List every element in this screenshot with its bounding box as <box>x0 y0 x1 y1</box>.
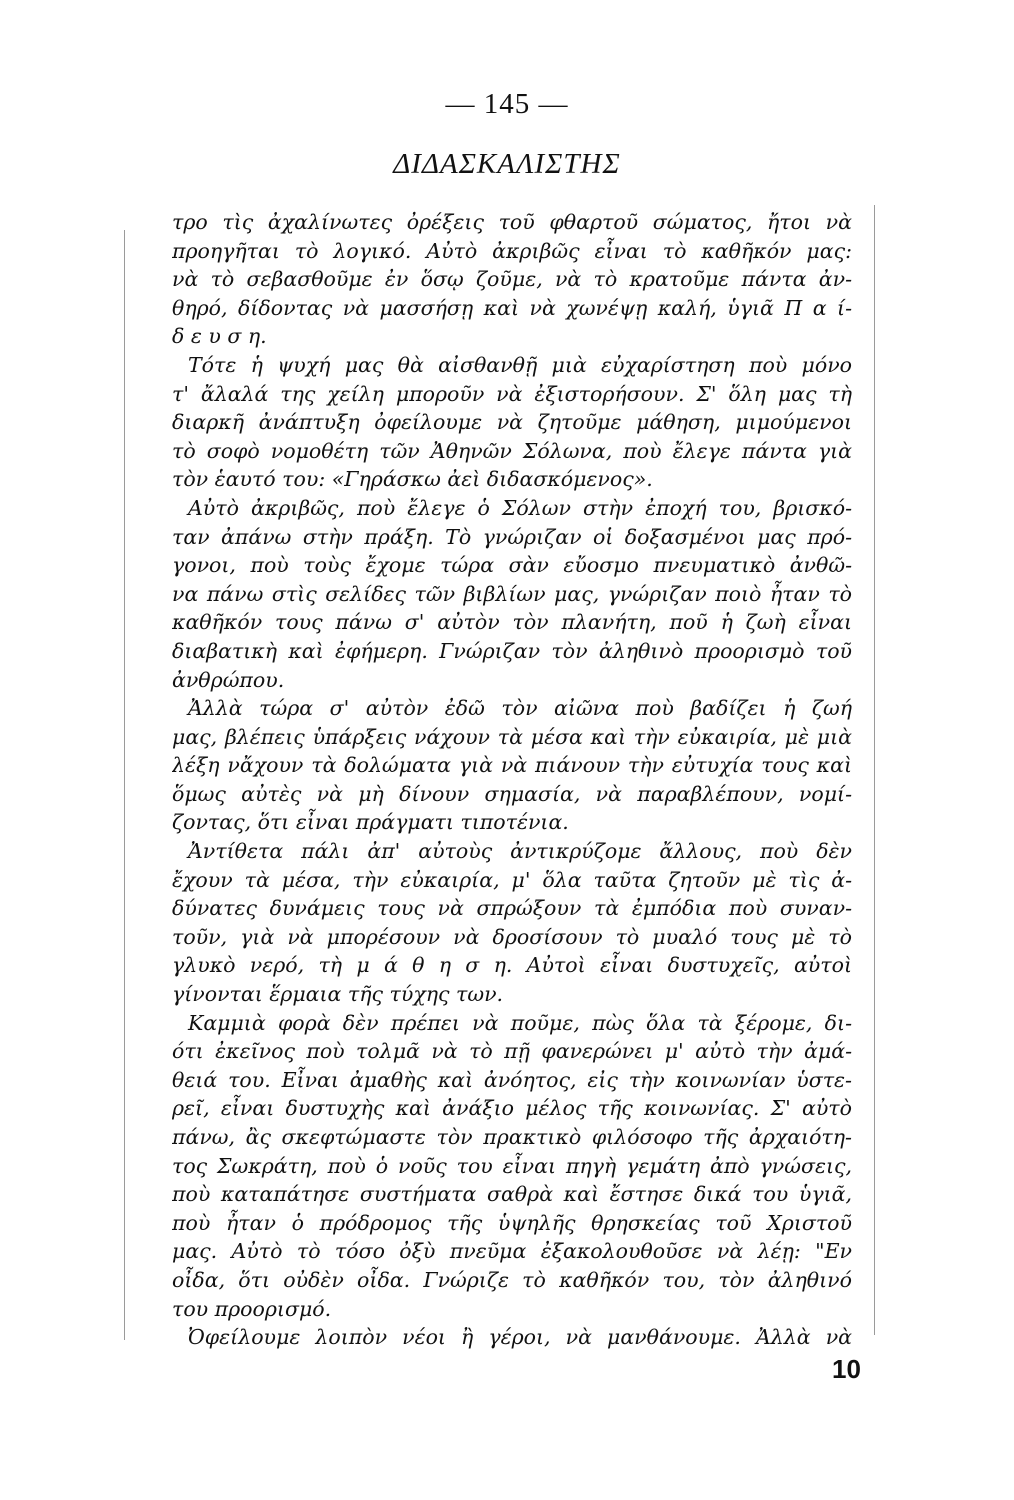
text-line: καθῆκόν τους πάνω σ' αὐτὸν τὸν πλανήτη, ποῦ ἡ ζωὴ εἶναι <box>172 610 852 635</box>
text-line: πάνω, ἂς σκεφτώμαστε τὸν πρακτικὸ φιλόσοφο τῆς ἀρχαιότη- <box>172 1125 852 1149</box>
text-line: Αὐτὸ ἀκριβῶς, ποὺ ἔλεγε ὁ Σόλων στὴν ἐποχή του, βρισκό- <box>188 495 852 520</box>
text-line: γονοι, ποὺ τοὺς ἔχομε τώρα σὰν εὔοσμο πνευματικὸ ἀνθῶ- <box>172 553 852 578</box>
text-line: ποὺ καταπάτησε συστήματα σαθρὰ καὶ ἔστησε δικά του ὑγιᾶ, <box>172 1182 852 1207</box>
text-line: μας. Αὐτὸ τὸ τόσο ὀξὺ πνεῦμα ἐξακολουθοῦσε νὰ λέῃ: "Εν <box>172 1239 852 1264</box>
text-line: ποὺ ἦταν ὁ πρόδρομος τῆς ὑψηλῆς θρησκείας τοῦ Χριστοῦ <box>172 1210 852 1235</box>
text-line: γίνονται ἕρμαια τῆς τύχης των. <box>172 982 504 1007</box>
text-line: ἀνθρώπου. <box>172 667 285 692</box>
text-line: θειά του. Εἶναι ἀμαθὴς καὶ ἀνόητος, εἰς τὴν κοινωνίαν ὑστε- <box>172 1067 852 1092</box>
text-line: τὸ σοφὸ νομοθέτη τῶν Ἀθηνῶν Σόλωνα, ποὺ ἔλεγε πάντα γιὰ <box>172 438 852 463</box>
signature-mark: 10 <box>832 1354 861 1384</box>
text-line: ταν ἀπάνω στὴν πράξη. Τὸ γνώριζαν οἱ δοξασμένοι μας πρό- <box>172 524 852 549</box>
text-line: ρεῖ, εἶναι δυστυχὴς καὶ ἀνάξιο μέλος τῆς κοινωνίας. Σ' αὐτὸ <box>172 1096 852 1121</box>
text-line: θηρό, δίδοντας νὰ μασσήσῃ καὶ νὰ χωνέψῃ καλή, ὑγιᾶ Π α ί- <box>172 295 852 320</box>
text-line: Τότε ἡ ψυχή μας θὰ αἰσθανθῇ μιὰ εὐχαρίστηση ποὺ μόνο <box>188 352 852 377</box>
text-line: Ἀλλὰ τώρα σ' αὐτὸν ἐδῶ τὸν αἰῶνα ποὺ βαδίζει ἡ ζωή <box>188 696 852 721</box>
text-line: μας, βλέπεις ὑπάρξεις νάχουν τὰ μέσα καὶ τὴν εὐκαιρία, μὲ μιὰ <box>172 724 852 749</box>
page-number: — 145 — <box>445 88 569 120</box>
text-line: ζοντας, ὅτι εἶναι πράγματι τιποτένια. <box>172 810 569 835</box>
body-text <box>172 208 852 1352</box>
text-line: διαρκῆ ἀνάπτυξη ὀφείλουμε νὰ ζητοῦμε μάθηση, μιμούμενοι <box>172 410 852 435</box>
text-line: τ' ἄλαλά της χείλη μποροῦν νὰ ἐξιστορήσουν. Σ' ὅλη μας τὴ <box>172 381 852 406</box>
text-line: δ ε υ σ η. <box>172 324 267 349</box>
text-line: προηγῆται τὸ λογικό. Αὐτὸ ἀκριβῶς εἶναι τὸ καθῆκόν μας: <box>172 238 852 263</box>
margin-rule-right <box>874 205 875 1335</box>
text-line: τὸν ἑαυτό του: «Γηράσκω ἀεὶ διδασκόμενος». <box>172 467 653 492</box>
margin-rule-left <box>124 230 125 1340</box>
running-head: ΔΙΔΑΣΚΑΛΙΣΤΗΣ <box>393 148 621 180</box>
text-line: τοῦν, γιὰ νὰ μπορέσουν νὰ δροσίσουν τὸ μυαλό τους μὲ τὸ <box>172 924 852 949</box>
text-line: οἶδα, ὅτι οὐδὲν οἶδα. Γνώριζε τὸ καθῆκόν του, τὸν ἀληθινό <box>172 1267 852 1292</box>
text-line: ἔχουν τὰ μέσα, τὴν εὐκαιρία, μ' ὅλα ταῦτα ζητοῦν μὲ τὶς ἀ- <box>172 867 852 892</box>
text-line: δύνατες δυνάμεις τους νὰ σπρώξουν τὰ ἐμπόδια ποὺ συναν- <box>172 896 852 921</box>
text-line: γλυκὸ νερό, τὴ μ ά θ η σ η. Αὐτοὶ εἶναι δυστυχεῖς, αὐτοὶ <box>172 953 852 978</box>
text-line: Καμμιὰ φορὰ δὲν πρέπει νὰ ποῦμε, πὼς ὅλα τὰ ξέρομε, δι- <box>188 1010 852 1035</box>
text-line: Ὀφείλουμε λοιπὸν νέοι ἢ γέροι, νὰ μανθάνουμε. Ἀλλὰ νὰ <box>188 1325 852 1350</box>
text-line: τος Σωκράτη, ποὺ ὁ νοῦς του εἶναι πηγὴ γεμάτη ἀπὸ γνώσεις, <box>172 1153 852 1178</box>
text-line: διαβατικὴ καὶ ἐφήμερη. Γνώριζαν τὸν ἀληθινὸ προορισμὸ τοῦ <box>172 638 852 663</box>
text-line: λέξη νἄχουν τὰ δολώματα γιὰ νὰ πιάνουν τὴν εὐτυχία τους καὶ <box>172 753 852 778</box>
text-line: να πάνω στὶς σελίδες τῶν βιβλίων μας, γνώριζαν ποιὸ ἦταν τὸ <box>172 581 852 606</box>
text-line: Ἀντίθετα πάλι ἀπ' αὐτοὺς ἀντικρύζομε ἄλλους, ποὺ δὲν <box>188 839 852 864</box>
text-line: ὅμως αὐτὲς νὰ μὴ δίνουν σημασία, νὰ παραβλέπουν, νομί- <box>172 781 852 806</box>
text-line: ότι ἐκεῖνος ποὺ τολμᾶ νὰ τὸ πῇ φανερώνει μ' αὐτὸ τὴν ἀμά- <box>172 1039 852 1064</box>
text-line: νὰ τὸ σεβασθοῦμε ἐν ὅσῳ ζοῦμε, νὰ τὸ κρατοῦμε πάντα ἀν- <box>172 267 852 292</box>
text-line: του προορισμό. <box>172 1296 332 1321</box>
text-line: τρο τὶς ἀχαλίνωτες ὀρέξεις τοῦ φθαρτοῦ σώματος, ἤτοι νὰ <box>172 210 852 234</box>
